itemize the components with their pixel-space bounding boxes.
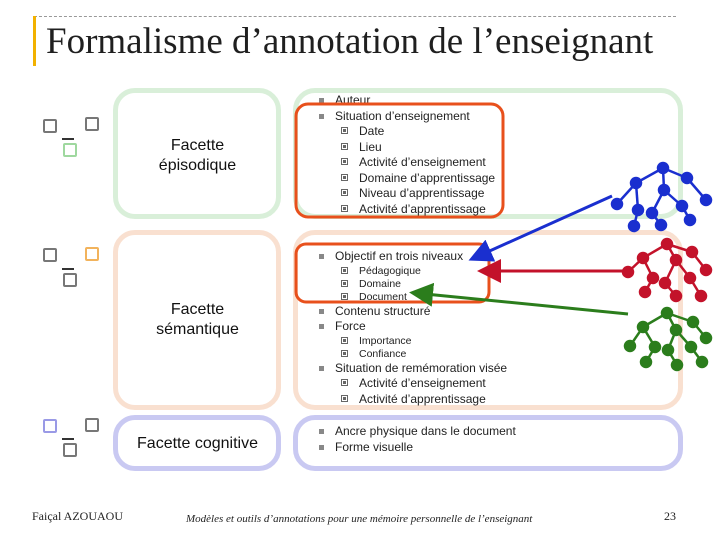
page-number: 23	[664, 509, 676, 523]
list-item: Auteur	[313, 93, 495, 109]
list-subitem: Lieu	[313, 140, 495, 156]
list-subitem: Domaine	[313, 278, 507, 291]
list-item: Situation de remémoration visée	[313, 361, 507, 377]
highlight-semantic	[296, 244, 489, 302]
list-subitem: Domaine d’apprentissage	[313, 171, 495, 187]
list-item: Objectif en trois niveaux	[313, 249, 507, 265]
list-subitem: Activité d’apprentissage	[313, 202, 495, 218]
semantic-label-line1: Facette	[170, 301, 225, 318]
list-subitem: Activité d’enseignement	[313, 155, 495, 171]
footer-author: Faiçal AZOUAOU	[32, 509, 123, 523]
blue-tree	[612, 163, 711, 231]
list-item: Ancre physique dans le document	[313, 424, 516, 440]
list-item: Contenu structuré	[313, 304, 507, 320]
list-subitem: Activité d’apprentissage	[313, 392, 507, 408]
list-subitem: Importance	[313, 335, 507, 348]
list-subitem: Activité d’enseignement	[313, 376, 507, 392]
episodic-label-line2: épisodique	[158, 157, 237, 174]
highlight-episodic	[296, 104, 503, 217]
list-subitem: Pédagogique	[313, 265, 507, 278]
list-subitem: Document	[313, 291, 507, 304]
arrow-blue	[474, 196, 612, 258]
green-tree	[625, 308, 711, 370]
list-subitem: Confiance	[313, 348, 507, 361]
cognitive-label: Facette cognitive	[137, 435, 258, 452]
footer-caption: Modèles et outils d’annotations pour une mémoire personnelle de l’enseignant	[186, 513, 533, 525]
list-subitem: Date	[313, 124, 495, 140]
slide-title: Formalisme d’annotation de l’enseignant	[46, 21, 654, 62]
list-item: Force	[313, 319, 507, 335]
list-subitem: Niveau d’apprentissage	[313, 186, 495, 202]
episodic-label-line1: Facette	[170, 137, 225, 154]
list-item: Situation d’enseignement	[313, 109, 495, 125]
red-tree	[623, 239, 711, 301]
list-item: Forme visuelle	[313, 440, 516, 456]
semantic-label-line2: sémantique	[156, 321, 239, 338]
